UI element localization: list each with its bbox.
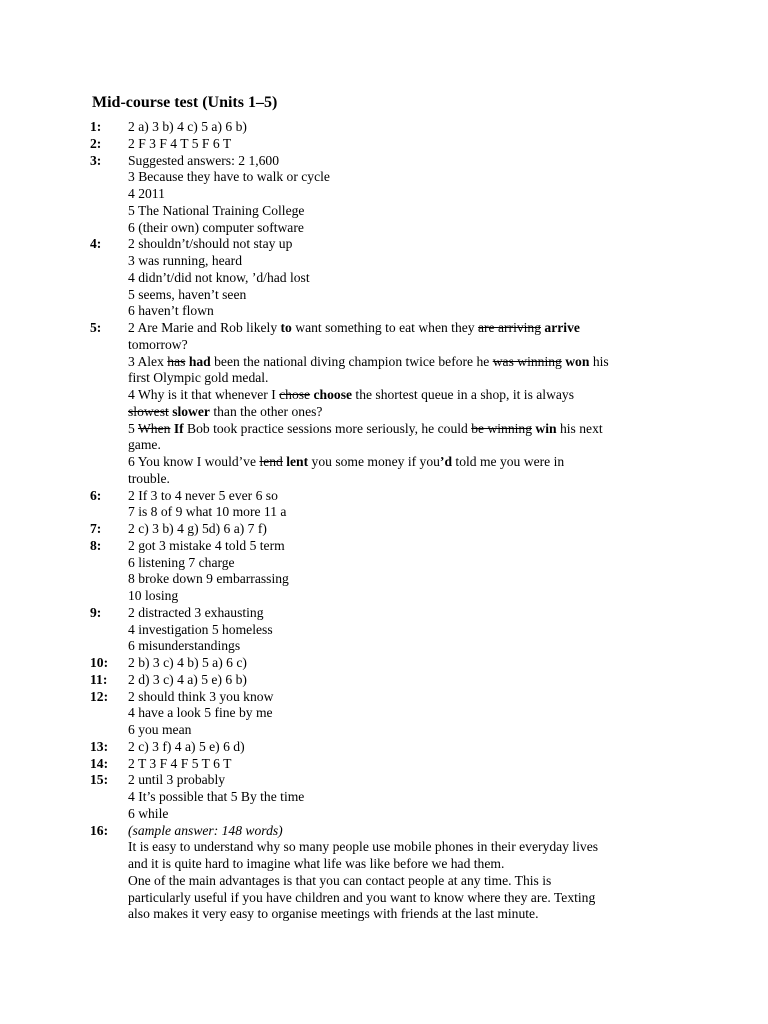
text-segment: It is easy to understand why so many people use mobile phones in their everyday lives	[128, 839, 599, 855]
answer-lines	[128, 236, 680, 320]
answer-line	[128, 236, 680, 253]
answer-line	[128, 521, 680, 538]
text-segment: 6 listening 7 charge	[128, 554, 235, 570]
answer-line	[128, 689, 680, 706]
struck-word: was winning	[492, 353, 562, 369]
corrected-word: to	[280, 320, 292, 335]
answer-line	[128, 538, 680, 555]
text-segment: 4 investigation 5 homeless	[128, 621, 273, 637]
answer-lines	[128, 521, 680, 538]
corrected-word: choose	[313, 387, 353, 402]
answer-item	[90, 672, 680, 689]
text-segment: 2 distracted 3 exhausting	[128, 604, 264, 620]
answer-number: 3:	[90, 152, 102, 168]
answer-lines	[128, 605, 680, 655]
answer-item	[90, 605, 680, 655]
answer-lines	[128, 739, 680, 756]
answer-number: 2:	[90, 135, 102, 151]
corrected-word: had	[188, 353, 211, 369]
text-segment: Suggested answers: 2 1,600	[128, 152, 280, 168]
text-segment: told me you were in	[452, 454, 565, 469]
answer-line	[128, 287, 680, 304]
answer-line	[128, 856, 680, 873]
text-segment: 6 You know I would’ve	[128, 454, 260, 469]
answer-line	[128, 555, 680, 572]
answer-lines	[128, 320, 680, 488]
answer-list	[90, 119, 680, 923]
answer-line	[128, 906, 680, 923]
text-segment: 4 Why is it that whenever I	[128, 387, 280, 402]
answer-item	[90, 320, 680, 488]
answer-line	[128, 186, 680, 203]
struck-word: When	[137, 420, 171, 436]
answer-line	[128, 169, 680, 186]
struck-word: chose	[279, 387, 311, 402]
text-segment: 3 was running, heard	[128, 253, 243, 268]
text-segment: trouble.	[128, 470, 170, 486]
answer-number: 5:	[90, 320, 102, 335]
answer-line	[128, 789, 680, 806]
text-segment: particularly useful if you have children and you want to know where they are. Texting	[128, 889, 596, 905]
answer-line	[128, 638, 680, 655]
text-segment: 6 misunderstandings	[128, 638, 241, 654]
text-segment: 2 c) 3 b) 4 g) 5d) 6 a) 7 f)	[128, 521, 267, 536]
text-segment: 2 shouldn’t/should not stay up	[128, 236, 293, 252]
answer-item	[90, 756, 680, 773]
italic-note: (sample answer: 148 words)	[128, 822, 283, 838]
answer-line	[128, 655, 680, 672]
answer-line	[128, 253, 680, 270]
answer-line	[128, 303, 680, 320]
answer-line	[128, 756, 680, 773]
text-segment: want something to eat when they	[291, 320, 478, 335]
answer-lines	[128, 772, 680, 822]
text-segment: his	[589, 353, 609, 369]
answer-line	[128, 136, 680, 153]
text-segment: 2 until 3 probably	[128, 772, 226, 788]
text-segment: than the other ones?	[209, 403, 323, 419]
answer-lines	[128, 655, 680, 672]
answer-line	[128, 722, 680, 739]
text-segment: 2 Are Marie and Rob likely	[128, 320, 281, 335]
answer-number: 7:	[90, 521, 102, 536]
answer-lines	[128, 689, 680, 739]
text-segment: first Olympic gold medal.	[128, 370, 269, 386]
answer-line	[128, 890, 680, 907]
text-segment: 2 F 3 F 4 T 5 F 6 T	[128, 135, 232, 151]
text-segment: 4 didn’t/did not know, ’d/had lost	[128, 269, 310, 285]
text-segment: 2 d) 3 c) 4 a) 5 e) 6 b)	[128, 671, 247, 687]
text-segment: his next	[556, 420, 603, 436]
answer-item	[90, 136, 680, 153]
corrected-word: slower	[172, 403, 210, 419]
answer-number: 12:	[90, 688, 109, 704]
text-segment: 4 have a look 5 fine by me	[128, 705, 273, 721]
answer-line	[128, 571, 680, 588]
answer-number: 14:	[90, 755, 109, 771]
text-segment: 8 broke down 9 embarrassing	[128, 571, 289, 587]
answer-line	[128, 387, 680, 404]
answer-item	[90, 739, 680, 756]
answer-number: 10:	[90, 655, 109, 670]
answer-line	[128, 672, 680, 689]
answer-lines	[128, 538, 680, 605]
text-segment: 5 seems, haven’t seen	[128, 286, 247, 302]
answer-lines	[128, 136, 680, 153]
answer-line	[128, 605, 680, 622]
answer-line	[128, 354, 680, 371]
answer-line	[128, 320, 680, 337]
struck-word: lend	[259, 454, 283, 469]
text-segment: 2 T 3 F 4 F 5 T 6 T	[128, 755, 232, 771]
text-segment: the shortest queue in a shop, it is always	[352, 387, 575, 402]
answer-number: 15:	[90, 772, 109, 788]
text-segment: and it is quite hard to imagine what life was like before we had them.	[128, 856, 505, 871]
text-segment: 2 got 3 mistake 4 told 5 term	[128, 537, 285, 553]
struck-word: has	[167, 353, 186, 369]
text-segment: 3 Because they have to walk or cycle	[128, 169, 330, 185]
answer-line	[128, 421, 680, 438]
answer-number: 1:	[90, 119, 102, 134]
text-segment: Bob took practice sessions more seriously, he could	[183, 420, 472, 436]
answer-line	[128, 220, 680, 237]
text-segment: One of the main advantages is that you can contact people at any time. This is	[128, 872, 552, 888]
answer-number: 6:	[90, 487, 102, 503]
answer-item	[90, 119, 680, 136]
answer-line	[128, 504, 680, 521]
answer-number: 4:	[90, 236, 102, 252]
text-segment: 3 Alex	[128, 353, 168, 369]
answer-line	[128, 622, 680, 639]
answer-line	[128, 404, 680, 421]
text-segment: 6 (their own) computer software	[128, 219, 304, 235]
text-segment: 2 c) 3 f) 4 a) 5 e) 6 d)	[128, 738, 245, 754]
answer-line	[128, 153, 680, 170]
answer-line	[128, 873, 680, 890]
answer-lines	[128, 153, 680, 237]
text-segment: 2 a) 3 b) 4 c) 5 a) 6 b)	[128, 119, 247, 134]
answer-item	[90, 823, 680, 924]
text-segment: 4 2011	[128, 186, 165, 201]
text-segment: 2 should think 3 you know	[128, 688, 274, 704]
answer-item	[90, 772, 680, 822]
answer-lines	[128, 672, 680, 689]
struck-word: slowest	[128, 403, 169, 419]
answer-line	[128, 471, 680, 488]
answer-line	[128, 588, 680, 605]
text-segment: tomorrow?	[128, 336, 188, 352]
text-segment: 6 haven’t flown	[128, 303, 214, 319]
answer-item	[90, 655, 680, 672]
answer-lines	[128, 488, 680, 522]
text-segment: 6 you mean	[128, 722, 192, 737]
corrected-word: lent	[286, 454, 309, 469]
answer-item	[90, 521, 680, 538]
text-segment: 5	[128, 420, 138, 436]
struck-word: are arriving	[477, 320, 542, 335]
answer-line	[128, 337, 680, 354]
answer-item	[90, 236, 680, 320]
answer-line	[128, 454, 680, 471]
answer-number: 8:	[90, 537, 102, 553]
text-segment: 5 The National Training College	[128, 202, 305, 218]
text-segment: game.	[128, 437, 161, 453]
corrected-word: If	[173, 420, 184, 436]
page-title: Mid-course test (Units 1–5)	[92, 94, 278, 111]
answer-line	[128, 437, 680, 454]
text-segment: 10 losing	[128, 588, 179, 603]
answer-line	[128, 806, 680, 823]
answer-line	[128, 772, 680, 789]
text-segment: been the national diving champion twice before he	[210, 353, 493, 369]
answer-item	[90, 689, 680, 739]
answer-lines	[128, 823, 680, 924]
text-segment: 6 while	[128, 805, 169, 821]
answer-line	[128, 119, 680, 136]
corrected-word: win	[535, 420, 557, 436]
text-segment: 4 It’s possible that 5 By the time	[128, 789, 305, 804]
answer-lines	[128, 119, 680, 136]
answer-line	[128, 739, 680, 756]
text-segment: 2 b) 3 c) 4 b) 5 a) 6 c)	[128, 655, 247, 670]
answer-lines	[128, 756, 680, 773]
text-segment: also makes it very easy to organise meetings with friends at the last minute.	[128, 906, 539, 922]
answer-line	[128, 270, 680, 287]
answer-number: 13:	[90, 738, 109, 754]
answer-line	[128, 823, 680, 840]
answer-number: 9:	[90, 604, 102, 620]
text-segment: 2 If 3 to 4 never 5 ever 6 so	[128, 487, 278, 503]
answer-item	[90, 153, 680, 237]
answer-line	[128, 705, 680, 722]
answer-line	[128, 488, 680, 505]
answer-item	[90, 538, 680, 605]
answer-number: 11:	[90, 671, 108, 687]
corrected-word: won	[565, 353, 590, 369]
answer-line	[128, 370, 680, 387]
corrected-word: ’d	[439, 454, 453, 469]
answer-line	[128, 839, 680, 856]
answer-item	[90, 488, 680, 522]
text-segment: you some money if you	[308, 454, 440, 469]
answer-number: 16:	[90, 822, 109, 838]
text-segment: 7 is 8 of 9 what 10 more 11 a	[128, 504, 287, 520]
struck-word: be winning	[471, 420, 533, 436]
corrected-word: arrive	[544, 320, 580, 335]
answer-line	[128, 203, 680, 220]
